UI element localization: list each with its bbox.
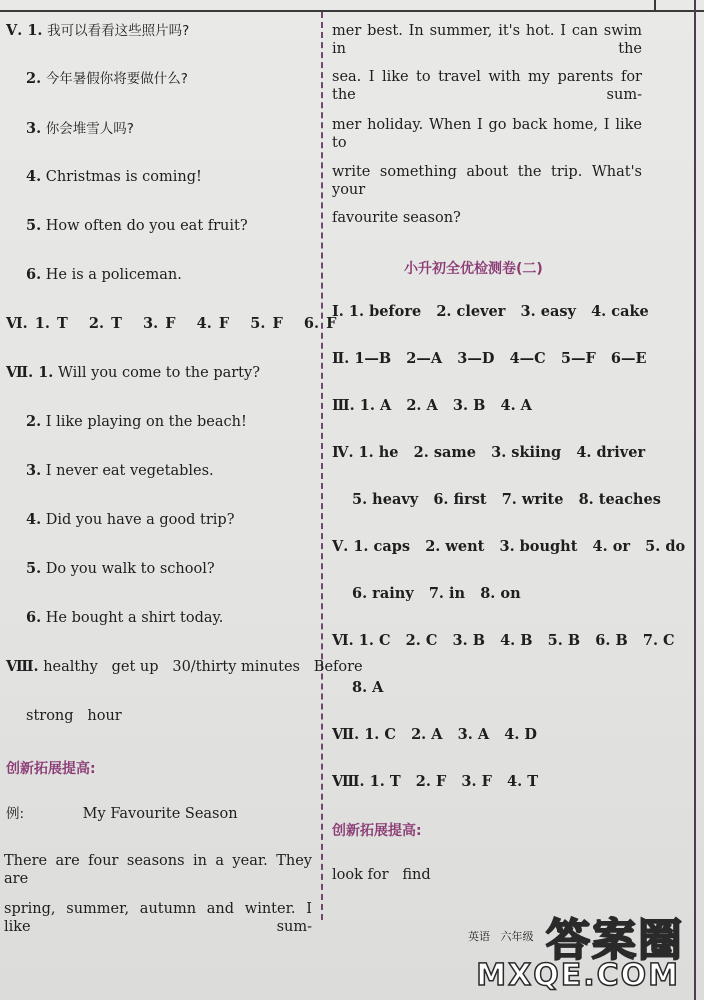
item-number: 6. <box>26 266 42 283</box>
section-label: Ⅷ. <box>6 658 39 675</box>
right-r1: Ⅰ. 1. before 2. clever 3. easy 4. cake <box>332 303 649 320</box>
watermark-logo <box>476 900 690 1000</box>
item-text: Christmas is coming! <box>45 169 202 185</box>
item-number: 3. <box>26 120 42 137</box>
right-para-l1: mer best. In summer, it's hot. I can swim in the <box>332 23 642 57</box>
right-r5: Ⅴ. 1. caps 2. went 3. bought 4. or 5. do <box>332 538 686 555</box>
left-para-l2: spring, summer, autumn and winter. I like sum- <box>4 901 312 935</box>
right-r4b: 5. heavy 6. first 7. write 8. teaches <box>352 491 661 508</box>
item-text: 今年暑假你将要做什么? <box>45 71 188 87</box>
left-s5-l3 <box>26 120 134 138</box>
item-text: He is a policeman. <box>45 267 182 283</box>
item-text: Will you come to the party? <box>57 365 260 381</box>
page-footer: 英语 六年级 <box>468 930 534 943</box>
left-s6 <box>6 315 336 333</box>
right-r2: Ⅱ. 1—B 2—A 3—D 4—C 5—F 6—E <box>332 350 647 367</box>
right-para-l2: sea. I like to travel with my parents for the sum- <box>332 69 642 103</box>
item-number: 2. <box>26 413 42 430</box>
test-title: 小升初全优检测卷(二) <box>404 261 543 277</box>
left-s8-line2: strong hour <box>26 708 122 724</box>
column-divider <box>321 12 323 920</box>
item-text: I like playing on the beach! <box>45 414 247 430</box>
left-para-l1: There are four seasons in a year. They are <box>4 853 312 887</box>
item-number: 6. <box>26 609 42 626</box>
left-s5-l2 <box>26 70 188 88</box>
right-extension-title: 创新拓展提高: <box>332 823 422 839</box>
answers-text: T 2. T 3. F 4. F 5. F 6. F <box>56 315 337 332</box>
left-example-row <box>6 805 238 823</box>
left-s8-line1 <box>6 658 363 676</box>
left-extension-title: 创新拓展提高: <box>6 761 96 777</box>
item-text: How often do you eat fruit? <box>45 218 248 234</box>
item-text: Did you have a good trip? <box>45 512 235 528</box>
item-number: Ⅴ. 1. <box>6 22 43 39</box>
left-s5-l1 <box>6 22 189 40</box>
right-r5b: 6. rainy 7. in 8. on <box>352 585 521 602</box>
left-s7-l2 <box>26 413 247 431</box>
top-rule <box>0 0 704 12</box>
left-s5-l4 <box>26 168 202 186</box>
example-label: 例: <box>6 806 25 822</box>
item-text: 我可以看看这些照片吗? <box>47 23 190 39</box>
item-number: 5. <box>26 560 42 577</box>
example-title: My Favourite Season <box>82 806 238 822</box>
item-number: 3. <box>26 462 42 479</box>
right-para-l3: mer holiday. When I go back home, I like to <box>332 117 642 151</box>
left-s7-l5 <box>26 560 215 578</box>
item-number: 5. <box>26 217 42 234</box>
right-extension-answer: look for find <box>332 867 431 883</box>
right-r7: Ⅶ. 1. C 2. A 3. A 4. D <box>332 726 537 743</box>
right-border <box>694 0 696 1000</box>
answers-text: healthy get up 30/thirty minutes Before <box>43 659 363 675</box>
left-s7-l4 <box>26 511 234 529</box>
right-r6b: 8. A <box>352 679 384 696</box>
right-r4: Ⅳ. 1. he 2. same 3. skiing 4. driver <box>332 444 646 461</box>
right-r6: Ⅵ. 1. C 2. C 3. B 4. B 5. B 6. B 7. C <box>332 632 675 649</box>
item-text: Do you walk to school? <box>45 561 215 577</box>
watermark-main-text: 答案圈 <box>546 915 684 966</box>
item-text: 你会堆雪人吗? <box>45 121 134 137</box>
left-s7-l1 <box>6 364 260 382</box>
item-number: 4. <box>26 511 42 528</box>
section-label: Ⅵ. 1. <box>6 315 50 332</box>
item-number: 2. <box>26 70 42 87</box>
left-s7-l6 <box>26 609 223 627</box>
top-rule-accent <box>654 0 656 12</box>
left-s5-l6 <box>26 266 182 284</box>
watermark-sub-text: MXQE.COM <box>476 958 680 993</box>
right-para-l4: write something about the trip. What's your <box>332 164 642 198</box>
right-para-l5: favourite season? <box>332 210 461 226</box>
item-text: I never eat vegetables. <box>45 463 214 479</box>
left-s7-l3 <box>26 462 214 480</box>
item-number: 4. <box>26 168 42 185</box>
item-text: He bought a shirt today. <box>45 610 224 626</box>
item-number: Ⅶ. 1. <box>6 364 54 381</box>
right-r8: Ⅷ. 1. T 2. F 3. F 4. T <box>332 773 538 790</box>
left-s5-l5 <box>26 217 248 235</box>
right-r3: Ⅲ. 1. A 2. A 3. B 4. A <box>332 397 532 414</box>
